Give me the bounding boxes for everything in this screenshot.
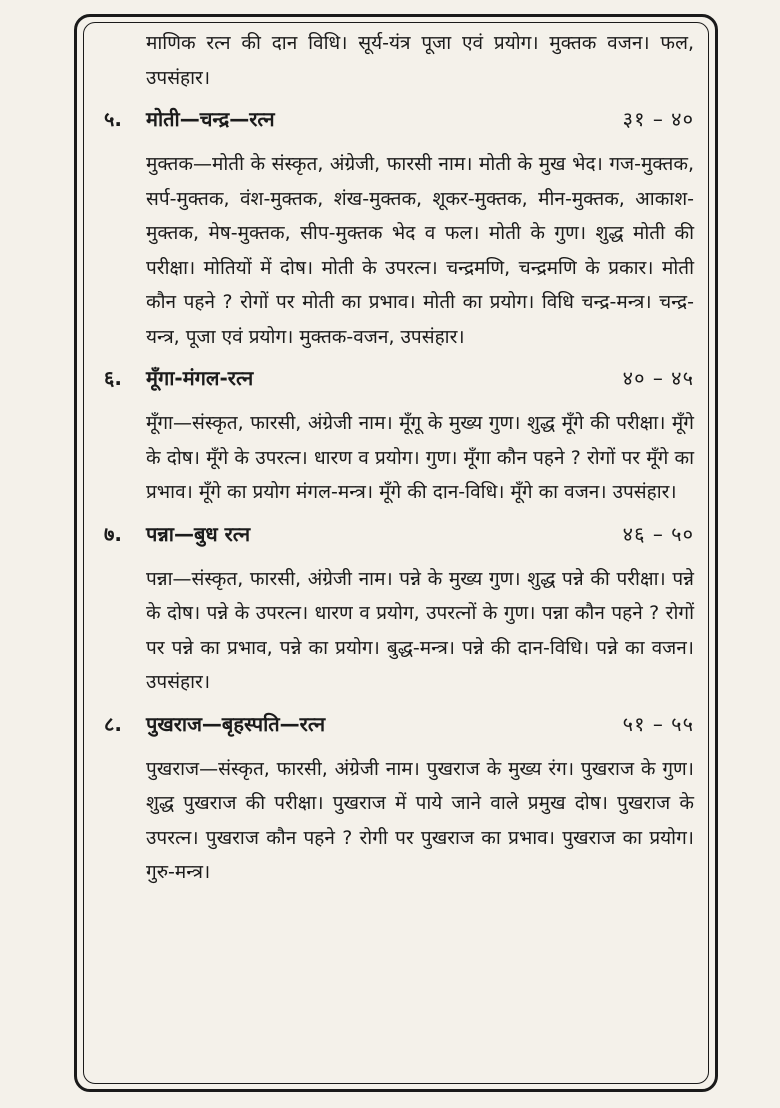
section-title: पन्ना—बुध रत्न xyxy=(146,521,251,546)
section-title: मोती—चन्द्र—रत्न xyxy=(146,107,275,131)
section-number: ७. xyxy=(104,521,122,546)
section-pages: ३१ – ४० xyxy=(622,107,694,131)
section-pages: ५१ – ५५ xyxy=(622,711,694,736)
section-pages: ४६ – ५० xyxy=(622,521,694,546)
section-moonga xyxy=(104,364,694,510)
section-heading xyxy=(104,520,694,558)
section-moti xyxy=(104,105,694,354)
section-heading xyxy=(104,710,694,748)
section-heading xyxy=(104,105,694,143)
contents-list xyxy=(104,26,694,890)
section-title: पुखराज—बृहस्पति—रत्न xyxy=(146,711,326,736)
section-heading xyxy=(104,364,694,402)
section-pages: ४० – ४५ xyxy=(622,366,694,390)
section-title: मूँगा-मंगल-रत्न xyxy=(146,366,254,390)
section-text: मुक्तक—मोती के संस्कृत, अंग्रेजी, फारसी नाम। मोती के मुख भेद। गज-मुक्तक, सर्प-मुक्तक, वंश-मुक्तक, शंख-मुक्तक, शूकर-मुक्तक, मीन-मुक्तक, आकाश-मुक्तक, मेष-मुक्तक, सीप-मुक्तक भेद व फल। मोती के गुण। शुद्ध मोती की परीक्षा। मोतियों में दोष। मोती के उपरत्न। चन्द्रमणि, चन्द्रमणि के प्रकार। मोती कौन पहने ? रोगों पर मोती का प्रभाव। मोती का प्रयोग। विधि चन्द्र-मन्त्र। चन्द्र-यन्त्र, पूजा एवं प्रयोग। मुक्तक-वजन, उपसंहार। xyxy=(146,153,694,348)
section-pukhraj xyxy=(104,710,694,890)
section-number: ८. xyxy=(104,711,122,736)
section-number: ६. xyxy=(104,366,122,390)
section-panna xyxy=(104,520,694,700)
intro-text: माणिक रत्न की दान विधि। सूर्य-यंत्र पूजा एवं प्रयोग। मुक्तक वजन। फल, उपसंहार। xyxy=(146,32,694,89)
section-text: मूँगा—संस्कृत, फारसी, अंग्रेजी नाम। मूँगू के मुख्य गुण। शुद्ध मूँगे की परीक्षा। मूँगे के दोष। मूँगे के उपरत्न। धारण व प्रयोग। गुण। मूँगा कौन पहने ? रोगों पर मूँगे का प्रभाव। मूँगे का प्रयोग मंगल-मन्त्र। मूँगे की दान-विधि। मूँगे का वजन। उपसंहार। xyxy=(146,412,694,503)
section-number: ५. xyxy=(104,107,122,131)
section-text: पुखराज—संस्कृत, फारसी, अंग्रेजी नाम। पुखराज के मुख्य रंग। पुखराज के गुण। शुद्ध पुखराज की परीक्षा। पुखराज में पाये जाने वाले प्रमुख दोष। पुखराज के उपरत्न। पुखराज कौन पहने ? रोगी पर पुखराज का प्रभाव। पुखराज का प्रयोग। गुरु-मन्त्र। xyxy=(146,757,694,883)
section-text: पन्ना—संस्कृत, फारसी, अंग्रेजी नाम। पन्ने के मुख्य गुण। शुद्ध पन्ने की परीक्षा। पन्ने के दोष। पन्ने के उपरत्न। धारण व प्रयोग, उपरत्नों के गुण। पन्ना कौन पहने ? रोगों पर पन्ने का प्रभाव, पन्ने का प्रयोग। बुद्ध-मन्त्र। पन्ने की दान-विधि। पन्ने का वजन। उपसंहार। xyxy=(146,567,694,693)
